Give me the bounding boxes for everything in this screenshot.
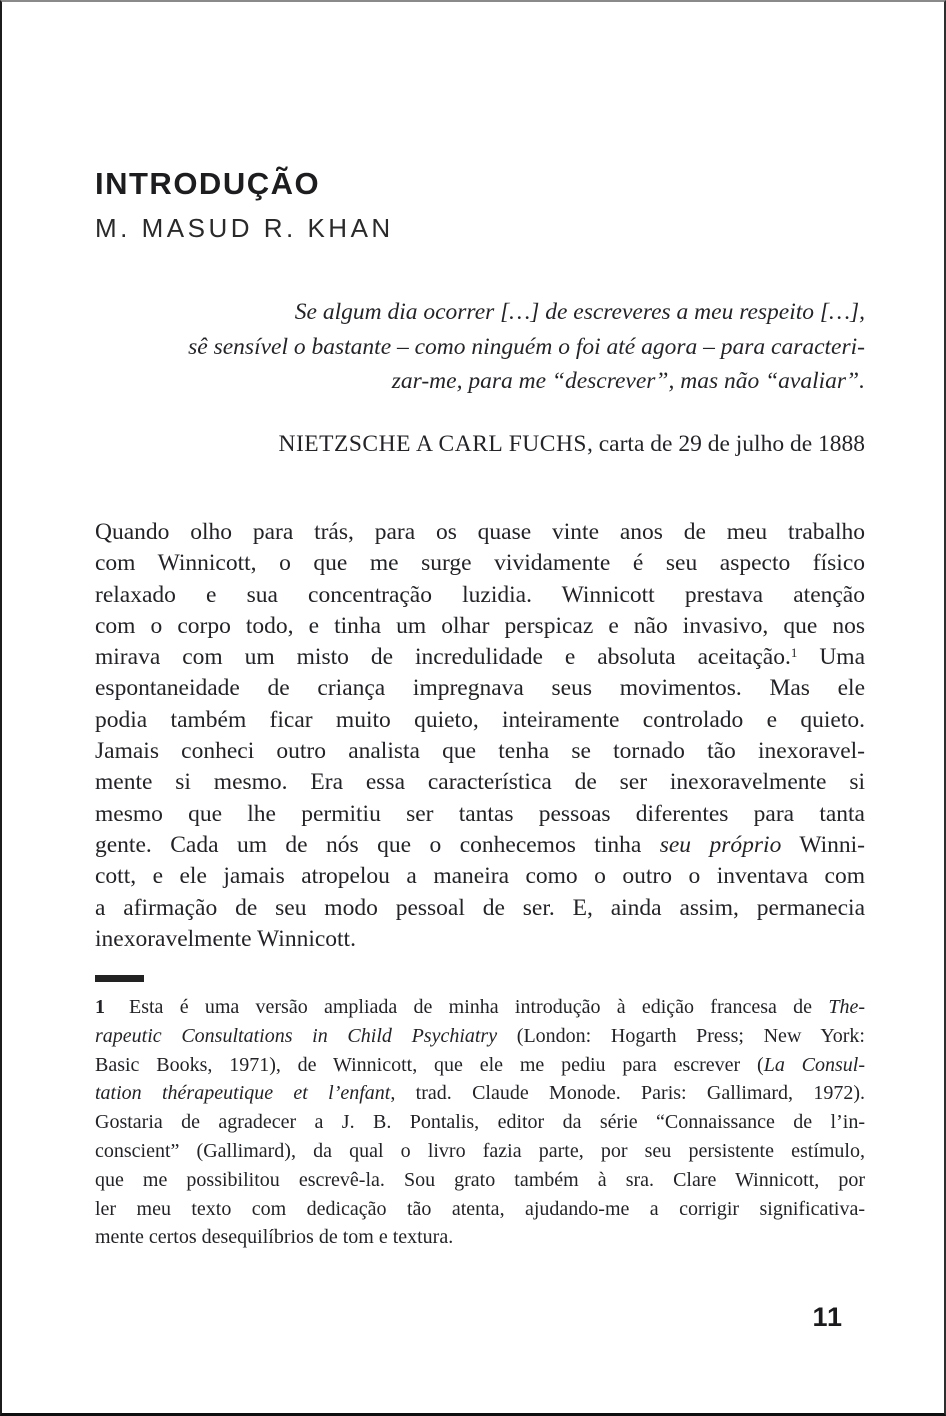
attribution-detail: , carta de 29 de julho de 1888 <box>587 431 865 457</box>
chapter-author: M. MASUD R. KHAN <box>95 213 394 243</box>
text-line: tation thérapeutique et l’enfant, trad. Claude Monode. Paris: Gallimard, 1972). <box>95 1082 865 1105</box>
text-line: sê sensível o bastante – como ninguém o foi até agora – para caracteri- <box>188 333 865 360</box>
text-line: com o corpo todo, e tinha um olhar perspicaz e não invasivo, que nos <box>95 612 865 639</box>
text-line: Quando olho para trás, para os quase vinte anos de meu trabalho <box>95 519 865 545</box>
text-line: Gostaria de agradecer a J. B. Pontalis, editor da série “Connaissance de l’in- <box>95 1111 865 1134</box>
text-line: mirava com um misto de incredulidade e absoluta aceitação.$^1$ Uma <box>95 644 865 671</box>
text-line: a afirmação de seu modo pessoal de ser. E, ainda assim, permanecia <box>95 894 865 921</box>
chapter-heading <box>95 168 394 241</box>
text-line: mente si mesmo. Era essa característica de ser inexoravelmente si <box>95 769 865 796</box>
page-number: 11 <box>812 1302 843 1332</box>
text-line: mente certos desequilíbrios de tom e textura. <box>95 1226 454 1249</box>
chapter-title: INTRODUÇÃO <box>95 166 321 201</box>
text-line: conscient” (Gallimard), da qual o livro fazia parte, por seu persistente estímulo, <box>95 1139 865 1162</box>
text-line: rapeutic Consultations in Child Psychiatry (London: Hogarth Press; New York: <box>95 1024 865 1047</box>
text-line: ler meu texto com dedicação tão atenta, ajudando-me a corrigir significativa- <box>95 1197 865 1220</box>
text-line: com Winnicott, o que me surge vividamente é seu aspecto físico <box>95 550 865 577</box>
text-line: Se algum dia ocorrer […] de escreveres a meu respeito […], <box>294 299 865 325</box>
body-paragraph <box>95 517 865 955</box>
footnote <box>95 993 865 1252</box>
epigraph-attribution <box>95 430 865 458</box>
footnote-rule <box>95 975 144 982</box>
text-line: espontaneidade de criança impregnava seus movimentos. Mas ele <box>95 675 865 702</box>
text-line: gente. Cada um de nós que o conhecemos tinha seu próprio Winni- <box>95 831 865 858</box>
text-line: cott, e ele jamais atropelou a maneira como o outro o inventava com <box>95 863 865 890</box>
text-line: mesmo que lhe permitiu ser tantas pessoas diferentes para tanta <box>95 800 865 827</box>
epigraph <box>95 295 865 399</box>
text-line: Basic Books, 1971), de Winnicott, que ele me pediu para escrever (La Consul- <box>95 1053 866 1076</box>
footnote-number: 1 <box>95 996 105 1018</box>
text-line: inexoravelmente Winnicott. <box>95 925 356 952</box>
text-line: podia também ficar muito quieto, inteiramente controlado e quieto. <box>95 706 865 733</box>
text-line: zar-me, para me “descrever”, mas não “avaliar”. <box>391 368 865 394</box>
attribution-source: NIETZSCHE A CARL FUCHS <box>278 431 587 457</box>
text-line: 1 Esta é uma versão ampliada de minha introdução à edição francesa de The- <box>95 993 865 1022</box>
text-line: Jamais conheci outro analista que tenha se tornado tão inexoravel- <box>95 738 865 765</box>
footnote-reference: 1 <box>790 645 798 661</box>
text-line: que me possibilitou escrevê-la. Sou grato também à sra. Clare Winnicott, por <box>95 1168 865 1191</box>
text-line: relaxado e sua concentração luzidia. Winnicott prestava atenção <box>95 581 865 608</box>
